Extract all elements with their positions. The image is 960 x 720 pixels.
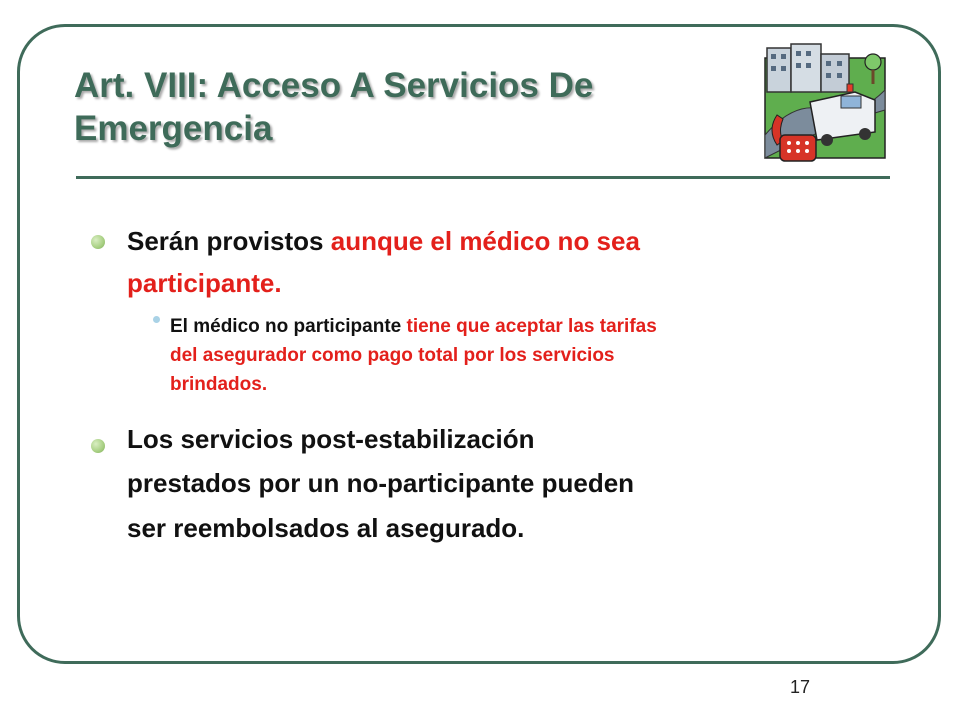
bullet-1-line-1 <box>127 221 640 261</box>
page-number: 17 <box>790 677 811 697</box>
title-divider <box>76 176 890 179</box>
bullet-2-line-1: Los servicios post-estabilización <box>127 424 535 454</box>
title-line-1: Art. VIII: Acceso A Servicios De <box>74 66 594 105</box>
sub-bullet-line-3: brindados. <box>170 374 268 395</box>
bullet-1-highlight: aunque el médico no sea <box>330 226 640 256</box>
sub-bullet-text: El médico no participante <box>170 316 407 337</box>
sub-bullet-highlight: tiene que aceptar las tarifas <box>406 316 657 337</box>
sub-bullet-dot-icon <box>153 316 160 323</box>
bullet-1-line-2: participante. <box>127 268 282 298</box>
bullet-2-line-3: ser reembolsados al asegurado. <box>127 513 525 543</box>
slide-title <box>74 64 593 150</box>
bullet-2-line-2: prestados por un no-participante pueden <box>127 468 635 498</box>
bullet-1-text: Serán provistos <box>127 226 331 256</box>
emergency-clipart-icon <box>755 40 890 170</box>
title-line-2: Emergencia <box>74 109 273 148</box>
sub-bullet-line-2: del asegurador como pago total por los servicios <box>170 345 615 366</box>
sub-bullet-line-1 <box>170 313 657 341</box>
bullet-dot-icon <box>91 439 105 453</box>
bullet-dot-icon <box>91 235 105 249</box>
